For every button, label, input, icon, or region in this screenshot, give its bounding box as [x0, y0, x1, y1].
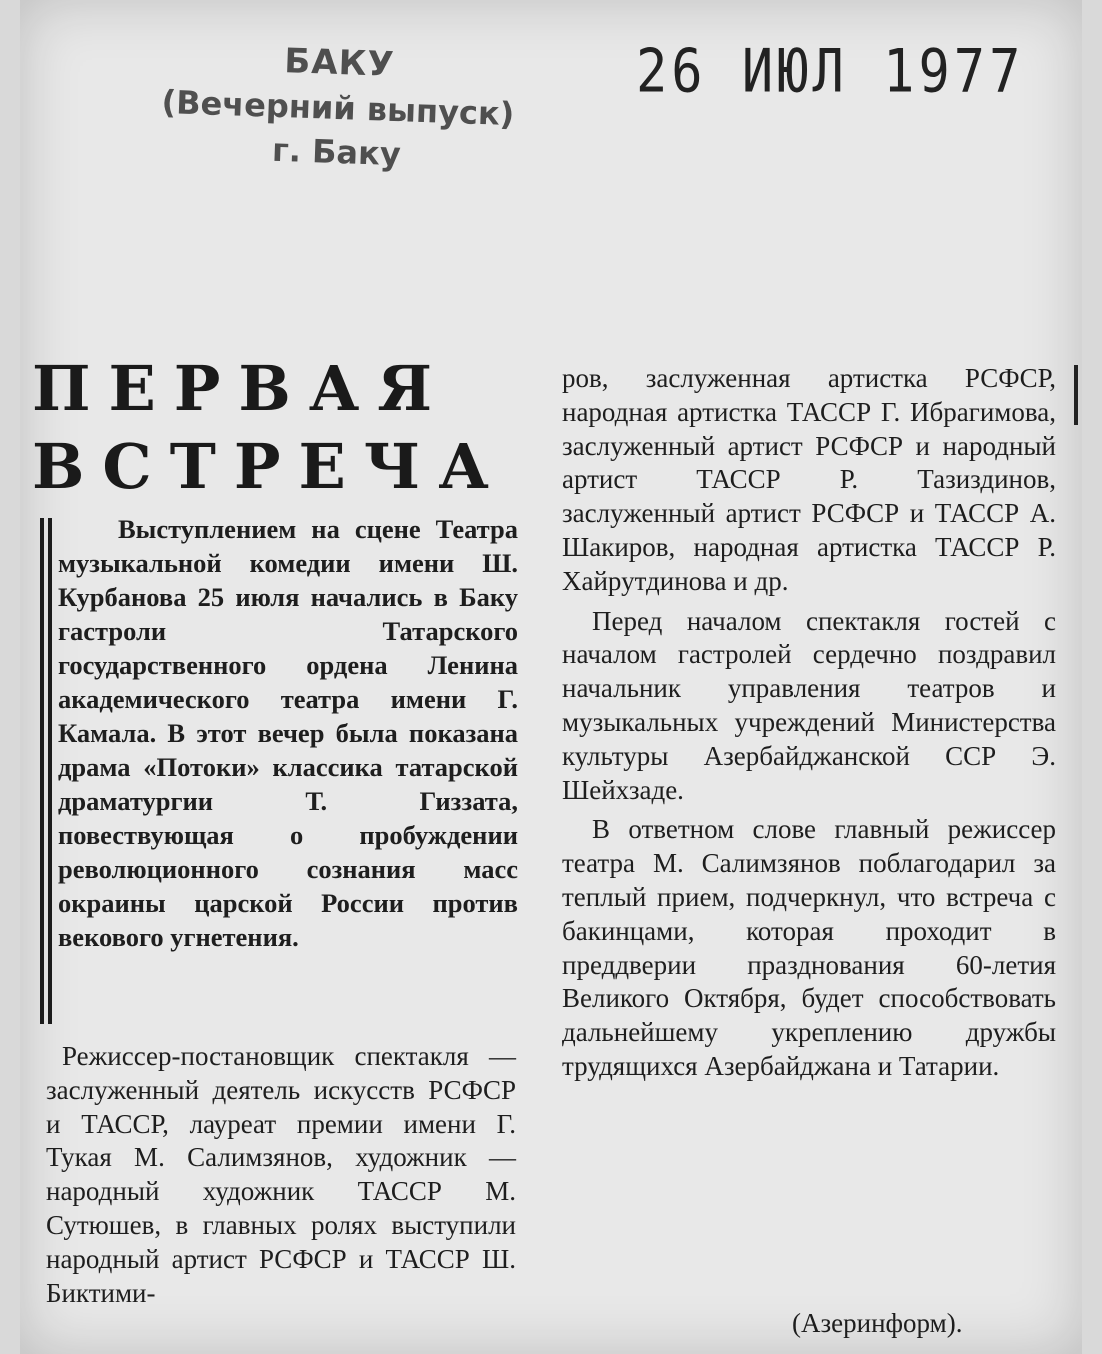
credits-paragraph-left: Режиссер-постановщик спектакля — заслуженный деятель искусств РСФСР и ТАССР, лауреат премии имени Г. Тукая М. Салимзянов, художник — народный художник ТАССР М. Сутюшев, в главных ролях выступили народный артист РСФСР и ТАССР Ш. Биктими- — [46, 1041, 516, 1308]
lead-rule-left-inner — [48, 518, 52, 1024]
greeting-paragraph: Перед началом спектакля гостей с началом гастролей сердечно поздравил начальник управления театров и музыкальных учреждений Министерства культуры Азербайджанской ССР Э. Шейхзаде. — [562, 605, 1056, 805]
news-agency-credit: (Азеринформ). — [792, 1308, 963, 1338]
newspaper-stamp — [126, 33, 550, 182]
lead-paragraph: Выступлением на сцене Театра музыкальной комедии имени Ш. Курбанова 25 июля начались в Баку гастроли Татарского государственного ордена Ленина академического театра имени Г. Камала. В этот вечер была показана драма «Потоки» классика татарской драматургии Т. Гиззата, повествующая о пробуждении революционного сознания масс окраины царской России против векового угнетения. — [58, 514, 518, 952]
right-column — [562, 362, 1056, 1084]
date-stamp: 26 ИЮЛ 1977 — [636, 37, 1025, 107]
credits-paragraph-right: ров, заслуженная артистка РСФСР, народная артистка ТАССР Г. Ибрагимова, заслуженный артист РСФСР и народный артист ТАССР Р. Тазиздинов, заслуженный артист РСФСР и ТАССР А. Шакиров, народная артистка ТАССР Р. Хайрутдинова и др. — [562, 363, 1056, 596]
title-line-1: ПЕРВАЯ — [32, 352, 450, 425]
lead-rule-left — [40, 518, 44, 1024]
article-title — [32, 350, 532, 506]
clipping-edge-mark — [1074, 365, 1078, 425]
title-line-2: ВСТРЕЧА — [32, 430, 507, 503]
reply-paragraph: В ответном слове главный режиссер театра М. Салимзянов поблагодарил за теплый прием, подчеркнул, что встреча с бакинцами, которая проходит в преддверии празднования 60-летия Великого Октября, будет способствовать дальнейшему укреплению дружбы трудящихся Азербайджана и Татарии. — [562, 814, 1056, 1081]
stamp-location: г. Баку — [271, 130, 402, 174]
stamp-edition: (Вечерний выпуск) — [160, 82, 515, 134]
stamp-city: БАКУ — [283, 41, 396, 85]
